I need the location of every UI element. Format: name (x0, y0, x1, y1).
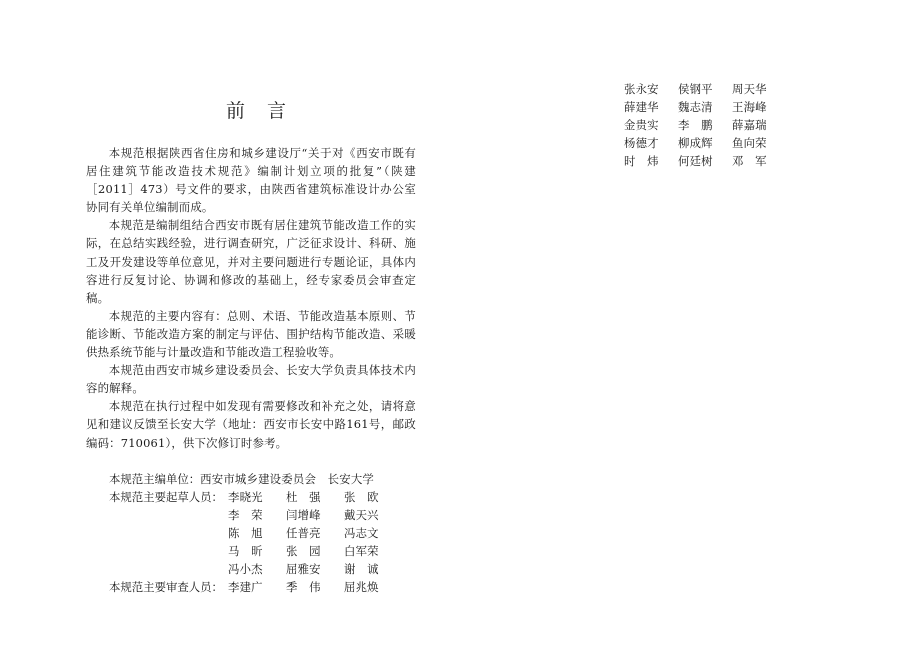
person-name: 屈兆焕 (344, 580, 379, 595)
name-group (228, 560, 402, 578)
person-name: 薛嘉瑞 (732, 118, 767, 133)
reviewers-row (624, 80, 786, 98)
reviewers-row (624, 134, 786, 152)
chief-units-row (86, 470, 416, 488)
person-name: 王海峰 (732, 100, 767, 115)
paragraph-feedback: 本规范在执行过程中如发现有需要修改和补充之处，请将意见和建议反馈至长安大学（地址：西安市长安中路161号，邮政编码：710061），供下次修订时参考。 (86, 399, 416, 450)
drafters-row (86, 542, 416, 560)
person-name: 柳成辉 (678, 136, 713, 151)
reviewers-row (624, 98, 786, 116)
person-name: 金贵实 (624, 118, 659, 133)
person-name: 白军荣 (344, 543, 379, 558)
reviewers-continued (624, 80, 786, 170)
person-name: 李晓光 (228, 489, 263, 504)
person-name: 何廷树 (678, 154, 713, 169)
label-spacer (86, 542, 228, 560)
chief-units-value: 西安市城乡建设委员会 长安大学 (200, 471, 375, 486)
person-name: 鱼向荣 (732, 136, 767, 151)
person-name: 杨德才 (624, 136, 659, 151)
person-name: 魏志清 (678, 100, 713, 115)
label-spacer (86, 524, 228, 542)
name-group (228, 488, 402, 506)
drafters-row (86, 488, 416, 506)
credits-block (86, 470, 416, 597)
drafters-row (86, 560, 416, 578)
chief-units-label: 本规范主编单位： (109, 471, 201, 486)
name-group (228, 524, 402, 542)
page-title (98, 98, 416, 124)
person-name: 冯志文 (344, 525, 379, 540)
person-name: 时 炜 (624, 154, 659, 169)
person-name: 李 鹏 (678, 118, 713, 133)
preface-column (86, 98, 416, 596)
label-spacer (86, 506, 228, 524)
person-name: 戴天兴 (344, 507, 379, 522)
reviewers-row (624, 152, 786, 170)
person-name: 薛建华 (624, 100, 659, 115)
person-name: 马 昕 (228, 543, 263, 558)
person-name: 任普亮 (286, 525, 321, 540)
reviewers-label: 本规范主要审查人员： (109, 580, 223, 595)
name-group (228, 578, 402, 596)
person-name: 李 荣 (228, 507, 263, 522)
person-name: 闫增峰 (286, 507, 321, 522)
drafters-row (86, 506, 416, 524)
paragraph-basis: 本规范根据陕西省住房和城乡建设厅“关于对《西安市既有居住建筑节能改造技术规范》编制计划立项的批复”（陕建［2011］473）号文件的要求，由陕西省建筑标准设计办公室协同有关单位编制而成。 (86, 146, 416, 215)
person-name: 张 欧 (344, 489, 379, 504)
person-name: 屈雅安 (286, 562, 321, 577)
title-char-1: 前 (225, 100, 247, 122)
person-name: 陈 旭 (228, 525, 263, 540)
reviewers-row (86, 578, 416, 596)
person-name: 周天华 (732, 82, 767, 96)
reviewers-row (624, 116, 786, 134)
person-name: 李建广 (228, 580, 263, 595)
person-name: 杜 强 (286, 489, 321, 504)
drafters-label: 本规范主要起草人员： (109, 489, 223, 504)
person-name: 谢 诚 (344, 562, 379, 577)
label-spacer (86, 560, 228, 578)
person-name: 季 伟 (286, 580, 321, 595)
person-name: 张 园 (286, 543, 321, 558)
person-name: 侯钢平 (678, 82, 713, 96)
drafters-row (86, 524, 416, 542)
paragraph-interpretation: 本规范由西安市城乡建设委员会、长安大学负责具体技术内容的解释。 (86, 363, 416, 396)
name-group (228, 506, 402, 524)
person-name: 冯小杰 (228, 562, 263, 577)
paragraph-process: 本规范是编制组结合西安市既有居住建筑节能改造工作的实际，在总结实践经验，进行调查研究，广泛征求设计、科研、施工及开发建设等单位意见，并对主要问题进行专题论证，具体内容进行反复讨论、协调和修改的基础上，经专家委员会审查定稿。 (86, 218, 416, 305)
name-group (228, 542, 402, 560)
paragraph-contents: 本规范的主要内容有：总则、术语、节能改造基本原则、节能诊断、节能改造方案的制定与评估、围护结构节能改造、采暖供热系统节能与计量改造和节能改造工程验收等。 (86, 308, 416, 360)
person-name: 张永安 (624, 82, 659, 96)
person-name: 邓 军 (732, 154, 767, 169)
title-char-2: 言 (267, 100, 289, 122)
